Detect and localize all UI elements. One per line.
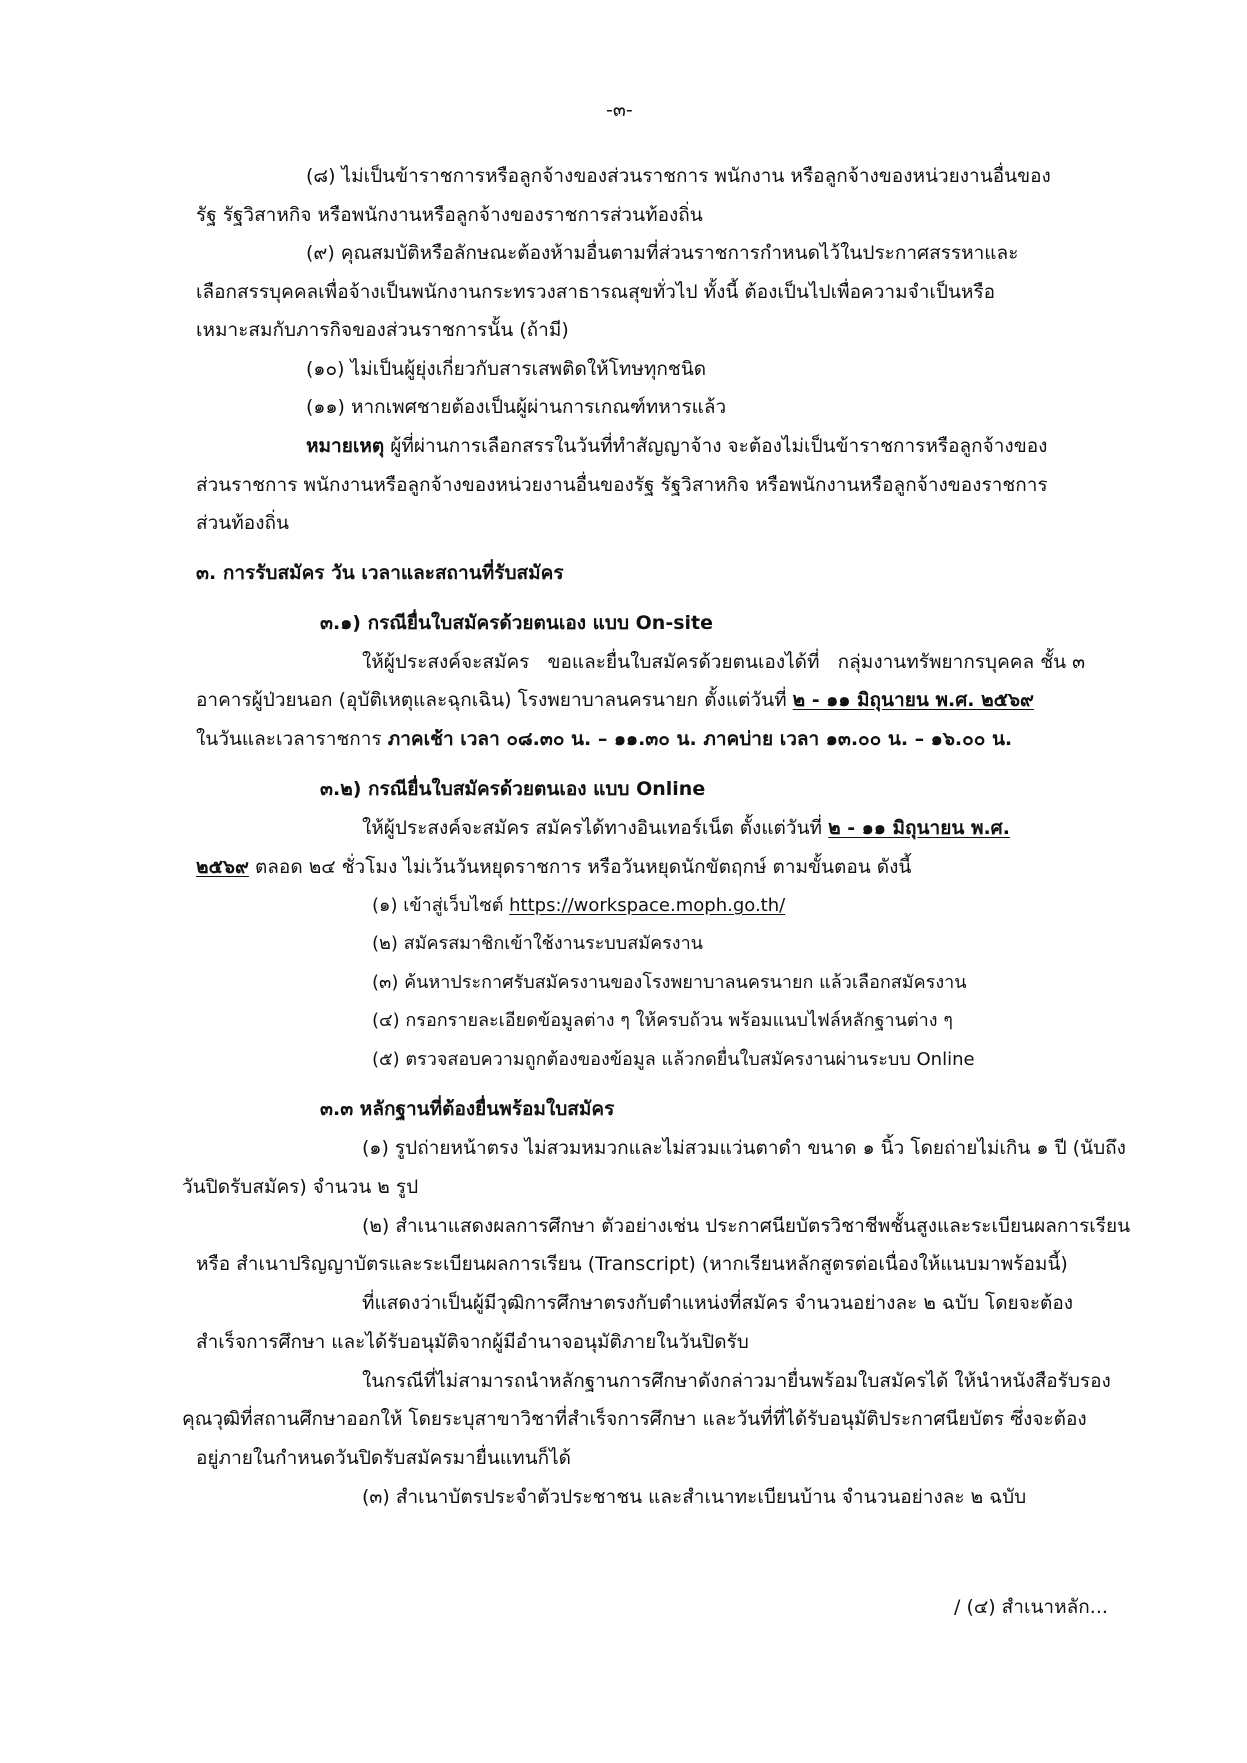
document-2-line3: ที่แสดงว่าเป็นผู้มีวุฒิการศึกษาตรงกับตำแหน่งที่สมัคร จำนวนอย่างละ ๒ ฉบับ โดยจะต้อง	[362, 1292, 1074, 1314]
document-2-line1: (๒) สำเนาแสดงผลการศึกษา ตัวอย่างเช่น ประกาศนียบัตรวิชาชีพชั้นสูงและระเบียนผลการเรียน	[362, 1215, 1131, 1237]
document-2-line7: อยู่ภายในกำหนดวันปิดรับสมัครมายื่นแทนก็ได้	[196, 1447, 571, 1469]
qualification-11: (๑๑) หากเพศชายต้องเป็นผู้ผ่านการเกณฑ์ทหารแล้ว	[306, 396, 727, 418]
section-3-1-heading: ๓.๑) กรณียื่นใบสมัครด้วยตนเอง แบบ On-site	[320, 612, 713, 634]
qualification-9-line1: (๙) คุณสมบัติหรือลักษณะต้องห้ามอื่นตามที่ส่วนราชการกำหนดไว้ในประกาศสรรหาและ	[306, 242, 1019, 264]
document-2-line5: ในกรณีที่ไม่สามารถนำหลักฐานการศึกษาดังกล่าวมายื่นพร้อมใบสมัครได้ ให้นำหนังสือรับรอง	[362, 1370, 1111, 1392]
section-3-1-line2-text: อาคารผู้ป่วยนอก (อุบัติเหตุและฉุกเฉิน) โรงพยาบาลนครนายก ตั้งแต่วันที่	[196, 689, 787, 711]
note-line2: ส่วนราชการ พนักงานหรือลูกจ้างของหน่วยงานอื่นของรัฐ รัฐวิสาหกิจ หรือพนักงานหรือลูกจ้างของราชการ	[196, 474, 1048, 496]
section-3-2-line2-text: ตลอด ๒๔ ชั่วโมง ไม่เว้นวันหยุดราชการ หรือวันหยุดนักขัตฤกษ์ ตามขั้นตอน ดังนี้	[254, 856, 912, 878]
office-hours: ภาคเช้า เวลา ๐๘.๓๐ น. – ๑๑.๓๐ น. ภาคบ่าย เวลา ๑๓.๐๐ น. – ๑๖.๐๐ น.	[387, 728, 1013, 750]
section-3-2-line1	[362, 813, 1010, 843]
section-3-1-line3-text: ในวันและเวลาราชการ	[196, 728, 382, 750]
online-step-1-text: (๑) เข้าสู่เว็บไซต์	[372, 895, 504, 916]
qualification-10: (๑๐) ไม่เป็นผู้ยุ่งเกี่ยวกับสารเสพติดให้โทษทุกชนิด	[306, 358, 707, 380]
qualification-9-line2: เลือกสรรบุคคลเพื่อจ้างเป็นพนักงานกระทรวงสาธารณสุขทั่วไป ทั้งนี้ ต้องเป็นไปเพื่อความจำเป็นหรือ	[196, 281, 996, 303]
section-3-heading: ๓. การรับสมัคร วัน เวลาและสถานที่รับสมัคร	[196, 562, 564, 584]
note-line1	[306, 431, 1047, 461]
document-2-line4: สำเร็จการศึกษา และได้รับอนุมัติจากผู้มีอำนาจอนุมัติภายในวันปิดรับ	[196, 1331, 749, 1353]
continued-marker: / (๔) สำเนาหลัก...	[954, 1596, 1108, 1618]
workspace-moph-link[interactable]: https://workspace.moph.go.th/	[509, 895, 786, 916]
online-step-1	[372, 891, 785, 921]
section-3-2-line2	[196, 852, 911, 882]
online-year: ๒๕๖๙	[196, 856, 249, 878]
section-3-2-line1-text: ให้ผู้ประสงค์จะสมัคร สมัครได้ทางอินเทอร์เน็ต ตั้งแต่วันที่	[362, 817, 823, 839]
note-text: ผู้ที่ผ่านการเลือกสรรในวันที่ทำสัญญาจ้าง จะต้องไม่เป็นข้าราชการหรือลูกจ้างของ	[390, 435, 1048, 457]
qualification-8-line1: (๘) ไม่เป็นข้าราชการหรือลูกจ้างของส่วนราชการ พนักงาน หรือลูกจ้างของหน่วยงานอื่นของ	[306, 165, 1051, 187]
section-3-3-heading: ๓.๓ หลักฐานที่ต้องยื่นพร้อมใบสมัคร	[320, 1098, 615, 1120]
page-number: -๓-	[606, 99, 633, 121]
qualification-9-line3: เหมาะสมกับภารกิจของส่วนราชการนั้น (ถ้ามี)	[196, 319, 569, 341]
online-step-3: (๓) ค้นหาประกาศรับสมัครงานของโรงพยาบาลนครนายก แล้วเลือกสมัครงาน	[372, 972, 967, 993]
section-3-2-heading: ๓.๒) กรณียื่นใบสมัครด้วยตนเอง แบบ Online	[320, 778, 706, 800]
qualification-8-line2: รัฐ รัฐวิสาหกิจ หรือพนักงานหรือลูกจ้างของราชการส่วนท้องถิ่น	[196, 204, 703, 226]
document-2-line2: หรือ สำเนาปริญญาบัตรและระเบียนผลการเรียน (Transcript) (หากเรียนหลักสูตรต่อเนื่องให้แนบมาพร้อมนี้)	[196, 1253, 1068, 1275]
document-2-line6: คุณวุฒิที่สถานศึกษาออกให้ โดยระบุสาขาวิชาที่สำเร็จการศึกษา และวันที่ที่ได้รับอนุมัติประกาศนียบัตร ซึ่งจะต้อง	[182, 1408, 1087, 1430]
document-1-line2: วันปิดรับสมัคร) จำนวน ๒ รูป	[182, 1176, 419, 1198]
online-step-5: (๕) ตรวจสอบความถูกต้องของข้อมูล แล้วกดยื่นใบสมัครงานผ่านระบบ Online	[372, 1049, 975, 1070]
note-line3: ส่วนท้องถิ่น	[196, 512, 289, 534]
section-3-1-line3	[196, 724, 1012, 754]
note-label: หมายเหตุ	[306, 435, 385, 457]
section-3-1-line1: ให้ผู้ประสงค์จะสมัคร ขอและยื่นใบสมัครด้วยตนเองได้ที่ กลุ่มงานทรัพยากรบุคคล ชั้น ๓	[362, 651, 1086, 673]
section-3-1-line2	[196, 685, 1034, 715]
document-1-line1: (๑) รูปถ่ายหน้าตรง ไม่สวมหมวกและไม่สวมแว่นตาดำ ขนาด ๑ นิ้ว โดยถ่ายไม่เกิน ๑ ปี (นับถึง	[362, 1137, 1126, 1159]
online-step-4: (๔) กรอกรายละเอียดข้อมูลต่าง ๆ ให้ครบถ้วน พร้อมแนบไฟล์หลักฐานต่าง ๆ	[372, 1010, 953, 1031]
document-3: (๓) สำเนาบัตรประจำตัวประชาชน และสำเนาทะเบียนบ้าน จำนวนอย่างละ ๒ ฉบับ	[362, 1486, 1027, 1508]
onsite-date-range: ๒ - ๑๑ มิถุนายน พ.ศ. ๒๕๖๙	[792, 689, 1034, 711]
online-date-range: ๒ - ๑๑ มิถุนายน พ.ศ.	[828, 817, 1010, 839]
online-step-2: (๒) สมัครสมาชิกเข้าใช้งานระบบสมัครงาน	[372, 933, 703, 954]
